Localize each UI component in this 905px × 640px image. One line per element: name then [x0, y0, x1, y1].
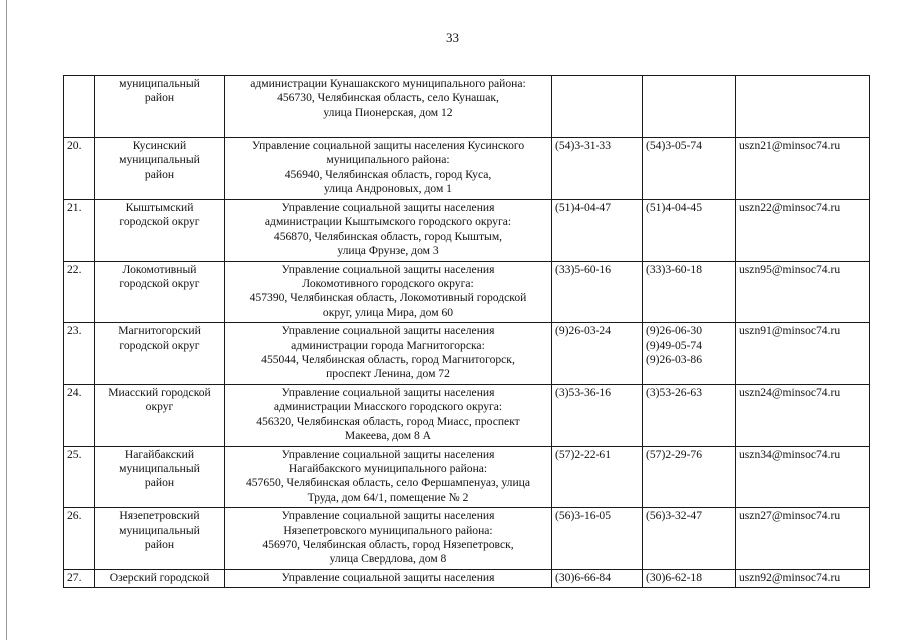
organization-address-line: Управление социальной защиты населения Кусинского [251, 139, 525, 152]
district-name [95, 508, 225, 570]
organization-address-line: Труда, дом 64/1, помещение № 2 [307, 490, 469, 504]
organization-address-line: Управление социальной защиты населения [281, 447, 495, 461]
fax-number [643, 569, 736, 587]
fax-number-line: (33)3-60-18 [646, 262, 703, 276]
email-address: uszn27@minsoc74.ru [736, 508, 870, 570]
row-number: 26. [64, 508, 95, 570]
district-name-line: городской округ [119, 277, 200, 291]
fax-number [643, 323, 736, 385]
phone-number [552, 76, 643, 138]
phone-number [552, 200, 643, 262]
fax-number [643, 384, 736, 446]
organization-address-line: Управление социальной защиты населения [281, 324, 495, 338]
organization-address-line: Нязепетровского муниципального района: [283, 523, 493, 537]
table-row [64, 200, 870, 262]
organization-address-line: 456320, Челябинская область, город Миасс, проспект [256, 414, 520, 428]
phone-number-line: (9)26-03-24 [555, 324, 612, 338]
table-row [64, 76, 870, 138]
fax-number-line: (9)26-06-30 [646, 324, 703, 338]
table-row [64, 384, 870, 446]
phone-number [552, 508, 643, 570]
fax-number [643, 200, 736, 262]
organization-address-line: администрации города Магнитогорска: [291, 338, 485, 352]
organization-address-line: Управление социальной защиты населения [281, 262, 495, 276]
row-number: 22. [64, 261, 95, 323]
district-name-line: муниципальный [119, 77, 200, 90]
organization-address [225, 508, 552, 570]
district-name-line: муниципальный [119, 523, 200, 537]
fax-number [643, 261, 736, 323]
row-number [64, 76, 95, 138]
district-name-line: район [144, 537, 175, 551]
district-name-line: Магнитогорский [118, 324, 201, 338]
email-address: uszn91@minsoc74.ru [736, 323, 870, 385]
district-name-line: городской округ [119, 215, 200, 229]
email-address: uszn34@minsoc74.ru [736, 446, 870, 508]
row-number: 24. [64, 384, 95, 446]
organization-address-line: Управление социальной защиты населения [281, 201, 495, 214]
district-name-line: Нагайбакский [124, 447, 195, 461]
organization-address-line: Макеева, дом 8 А [344, 429, 432, 443]
organization-address-line: улица Пионерская, дом 12 [323, 105, 453, 119]
directory-table [63, 75, 870, 588]
organization-address-line: проспект Ленина, дом 72 [326, 367, 450, 381]
row-number: 23. [64, 323, 95, 385]
phone-number-line: (33)5-60-16 [555, 262, 612, 276]
row-number: 21. [64, 200, 95, 262]
fax-number-line: (9)49-05-74 [646, 338, 703, 352]
phone-number-line: (56)3-16-05 [555, 509, 612, 523]
organization-address-line: 457390, Челябинская область, Локомотивный городской [249, 291, 527, 305]
email-address: uszn95@minsoc74.ru [736, 261, 870, 323]
district-name-line: Кыштымский [125, 201, 194, 214]
organization-address-line: 456730, Челябинская область, село Кунашак, [277, 91, 499, 105]
organization-address-line: муниципального района: [326, 153, 450, 167]
organization-address [225, 261, 552, 323]
fax-number [643, 446, 736, 508]
fax-number-line: (57)2-29-76 [646, 447, 703, 461]
table-row [64, 138, 870, 200]
fax-number-line: (54)3-05-74 [646, 139, 703, 152]
fax-number [643, 508, 736, 570]
phone-number [552, 261, 643, 323]
fax-number-line: (30)6-62-18 [646, 570, 703, 584]
fax-number-line: (56)3-32-47 [646, 509, 703, 523]
phone-number [552, 569, 643, 587]
phone-number-line: (57)2-22-61 [555, 447, 612, 461]
organization-address-line: Управление социальной защиты населения [281, 509, 495, 523]
fax-number-line: (9)26-03-86 [646, 353, 703, 367]
organization-address [225, 200, 552, 262]
organization-address-line: округ, улица Мира, дом 60 [322, 305, 454, 319]
organization-address-line: администрации Кунашакского муниципального района: [250, 77, 526, 90]
row-number: 27. [64, 569, 95, 587]
phone-number [552, 384, 643, 446]
district-name [95, 76, 225, 138]
district-name-line: район [144, 167, 175, 181]
table-body [64, 76, 870, 588]
fax-number-line: (3)53-26-63 [646, 385, 703, 399]
phone-number [552, 446, 643, 508]
district-name [95, 200, 225, 262]
organization-address [225, 138, 552, 200]
organization-address-line: Нагайбакского муниципального района: [288, 461, 488, 475]
phone-number [552, 138, 643, 200]
organization-address-line: 456940, Челябинская область, город Куса, [284, 167, 492, 181]
district-name [95, 569, 225, 587]
organization-address-line: улица Свердлова, дом 8 [329, 552, 447, 566]
district-name-line: Озерский городской [109, 570, 210, 584]
table-row [64, 508, 870, 570]
organization-address [225, 76, 552, 138]
organization-address [225, 384, 552, 446]
district-name-line: район [144, 91, 175, 105]
email-address: uszn22@minsoc74.ru [736, 200, 870, 262]
fax-number [643, 138, 736, 200]
organization-address [225, 569, 552, 587]
organization-address-line: администрации Миасского городского округа: [273, 400, 503, 414]
organization-address-line: 455044, Челябинская область, город Магнитогорск, [261, 353, 515, 367]
district-name-line: Локомотивный [122, 262, 197, 276]
email-address: uszn24@minsoc74.ru [736, 384, 870, 446]
email-address: uszn21@minsoc74.ru [736, 138, 870, 200]
table-row [64, 569, 870, 587]
row-number: 25. [64, 446, 95, 508]
phone-number-line: (30)6-66-84 [555, 570, 612, 584]
organization-address [225, 446, 552, 508]
district-name-line: муниципальный [119, 153, 200, 167]
phone-number-line: (51)4-04-47 [555, 201, 612, 214]
row-number: 20. [64, 138, 95, 200]
district-name [95, 384, 225, 446]
district-name [95, 261, 225, 323]
email-address [736, 76, 870, 138]
organization-address-line: администрации Кыштымского городского округа: [264, 215, 512, 229]
table-row [64, 323, 870, 385]
phone-number [552, 323, 643, 385]
organization-address [225, 323, 552, 385]
organization-address-line: Управление социальной защиты населения [281, 570, 495, 584]
email-address: uszn92@minsoc74.ru [736, 569, 870, 587]
table-row [64, 261, 870, 323]
organization-address-line: 456970, Челябинская область, город Нязепетровск, [262, 537, 514, 551]
organization-address-line: Управление социальной защиты населения [281, 385, 495, 399]
organization-address-line: улица Фрунзе, дом 3 [337, 244, 439, 258]
phone-number-line: (54)3-31-33 [555, 139, 612, 152]
organization-address-line: Локомотивного городского округа: [302, 277, 474, 291]
district-name [95, 446, 225, 508]
district-name [95, 323, 225, 385]
fax-number [643, 76, 736, 138]
district-name-line: район [144, 476, 175, 490]
district-name-line: Нязепетровский [119, 509, 200, 523]
page-number: 33 [446, 30, 459, 45]
fax-number-line: (51)4-04-45 [646, 201, 703, 214]
district-name [95, 138, 225, 200]
district-name-line: Кусинский [132, 139, 187, 152]
district-name-line: Миасский городской [108, 385, 211, 399]
organization-address-line: 456870, Челябинская область, город Кыштым, [273, 229, 503, 243]
table-row [64, 446, 870, 508]
scan-edge-line [6, 0, 7, 640]
phone-number-line: (3)53-36-16 [555, 385, 612, 399]
district-name-line: муниципальный [119, 461, 200, 475]
organization-address-line: улица Андроновых, дом 1 [324, 182, 452, 196]
district-name-line: округ [145, 400, 174, 414]
district-name-line: городской округ [119, 338, 200, 352]
organization-address-line: 457650, Челябинская область, село Фершампенуаз, улица [245, 476, 531, 490]
